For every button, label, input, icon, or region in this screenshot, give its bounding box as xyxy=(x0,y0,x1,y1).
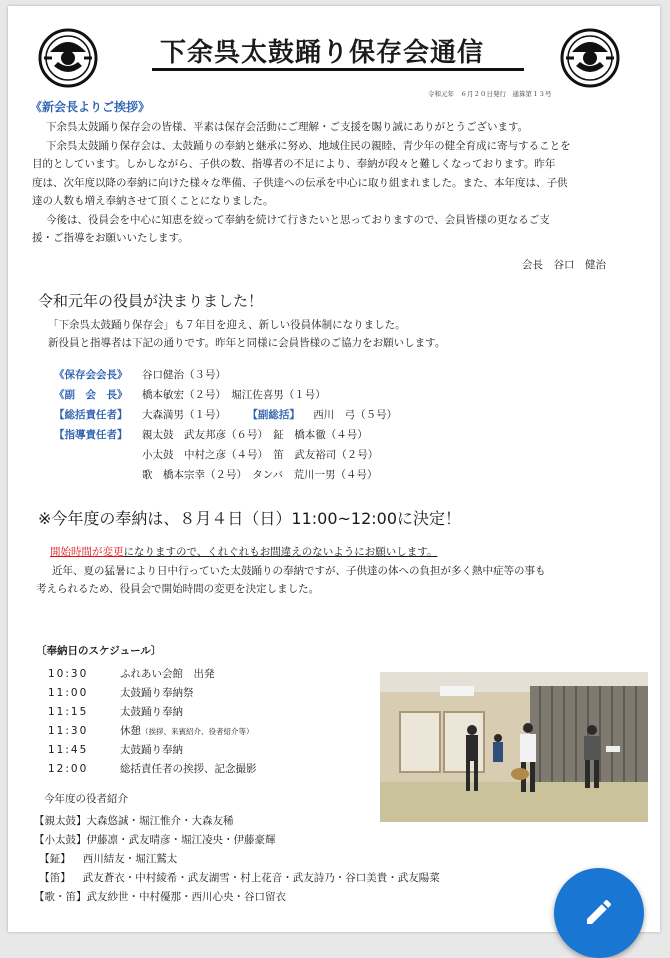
officers-heading: 令和元年の役員が決まりました！ xyxy=(38,292,264,310)
schedule-time: 11:45 xyxy=(48,744,89,756)
performer-names: 武友紗世・中村優那・西川心央・谷口留衣 xyxy=(86,891,286,903)
performer-names: 西川結友・堀江鷲太 xyxy=(82,853,178,865)
performer-part: 【親太鼓】 xyxy=(34,815,87,827)
subgeneral-names: 西川 弓（５号） xyxy=(313,409,398,421)
greeting-line: 度は、次年度以降の奉納に向けた様々な準備、子供達への伝承を中心に取り組まれました。また、本年度は、子供 xyxy=(32,176,568,189)
greeting-line: 下余呉太鼓踊り保存会は、太鼓踊りの奉納と継承に努め、地域住民の親睦、青少年の健全育成に寄与することを xyxy=(46,139,571,152)
schedule-row xyxy=(48,761,257,776)
notice-rest: になりますので、くれぐれもお間違えのないようにお願いします。 xyxy=(123,546,438,558)
performer-row xyxy=(34,888,286,906)
greeting-heading: 《新会長よりご挨拶》 xyxy=(30,100,151,114)
instructor-line-1: 親太鼓 武友邦彦（６号） 鉦 橋本徹（４号） xyxy=(142,429,368,441)
schedule-time: 11:00 xyxy=(48,687,89,699)
officers-intro-2: 新役員と指導者は下記の通りです。昨年と同様に会員皆様のご協力をお願いします。 xyxy=(48,337,446,349)
title-underline xyxy=(152,68,524,71)
performer-row xyxy=(34,869,440,887)
greeting-line: 目的としています。しかしながら、子供の数、指導者の不足により、奉納が段々と難しくなっております。昨年 xyxy=(32,158,556,170)
performer-row xyxy=(34,812,234,830)
schedule-row xyxy=(48,723,254,738)
schedule-row xyxy=(48,704,183,719)
announcement-notice xyxy=(50,543,437,561)
role-chair: 《保存会会長》 xyxy=(54,369,128,381)
schedule-event: 休憩 xyxy=(120,725,141,737)
schedule-row xyxy=(48,666,215,681)
schedule-time: 11:30 xyxy=(48,725,89,737)
officer-row-general xyxy=(54,406,397,424)
performer-part: 【笛】 xyxy=(34,872,71,884)
pencil-edit-icon xyxy=(583,896,615,928)
issue-info: 令和元年 ６月２０日発行 通算第１３号 xyxy=(428,90,552,98)
performer-part: 【小太鼓】 xyxy=(34,834,87,846)
schedule-time: 10:30 xyxy=(48,668,89,680)
performers-heading: 今年度の役者紹介 xyxy=(44,793,128,805)
chair-names: 谷口健治（３号） xyxy=(142,369,226,381)
edit-fab-button[interactable] xyxy=(554,868,644,958)
schedule-event: 太鼓踊り奉納 xyxy=(120,744,183,756)
role-instructor: 【指導責任者】 xyxy=(54,429,128,441)
role-vice: 《副 会 長》 xyxy=(54,389,128,401)
officer-row-chair xyxy=(54,366,226,384)
right-taiko-emblem-icon xyxy=(560,28,620,88)
general-names: 大森満男（１号） xyxy=(142,409,226,421)
schedule-time: 12:00 xyxy=(48,763,89,775)
vice-names: 橋本敏宏（２号） 堀江佐喜男（１号） xyxy=(142,389,326,401)
announcement-body-1: 近年、夏の猛暑により日中行っていた太鼓踊りの奉納ですが、子供達の体への負担が多く熱中症等の事も xyxy=(52,565,546,577)
performer-row xyxy=(34,831,276,849)
performer-part: 【歌・笛】 xyxy=(34,891,87,903)
newsletter-title: 下余呉太鼓踊り保存会通信 xyxy=(160,38,485,68)
schedule-event: 太鼓踊り奉納祭 xyxy=(120,687,194,699)
performer-row xyxy=(34,850,177,868)
officer-row-vice xyxy=(54,386,326,404)
performer-names: 大森悠誠・堀江惟介・大森友稀 xyxy=(86,815,234,827)
performer-names: 武友蒼衣・中村綾希・武友湖雪・村上花音・武友詩乃・谷口美貴・武友陽菜 xyxy=(82,872,440,884)
notice-highlight: 開始時間が変更 xyxy=(50,546,124,558)
performer-part: 【鉦】 xyxy=(34,853,71,865)
greeting-line: 下余呉太鼓踊り保存会の皆様、平素は保存会活動にご理解・ご支援を賜り誠にありがとうございます。 xyxy=(46,121,529,133)
performer-names: 伊藤凛・武友晴彦・堀江凌央・伊藤豪輝 xyxy=(86,834,276,846)
announcement-heading: ※今年度の奉納は、８月４日（日）11:00~12:00に決定！ xyxy=(38,509,462,528)
role-general: 【総括責任者】 xyxy=(54,409,128,421)
schedule-event: 総括責任者の挨拶、記念撮影 xyxy=(120,763,257,775)
greeting-line: 達の人数も増え奉納させて頂くことになりました。 xyxy=(32,195,274,207)
schedule-row xyxy=(48,742,183,757)
greeting-line: 援・ご指導をお願いいたします。 xyxy=(32,232,189,244)
instructor-line-3: 歌 橋本宗幸（２号） タンバ 荒川一男（４号） xyxy=(142,469,378,481)
schedule-time: 11:15 xyxy=(48,706,89,718)
left-taiko-emblem-icon xyxy=(38,28,98,88)
officer-row-instructor xyxy=(54,426,368,444)
newsletter-page xyxy=(8,6,660,932)
schedule-row xyxy=(48,685,194,700)
schedule-event: 太鼓踊り奉納 xyxy=(120,706,183,718)
schedule-heading: 〔奉納日のスケジュール〕 xyxy=(36,645,162,657)
schedule-note: （挨拶、来賓紹介、役者紹介等） xyxy=(141,727,254,736)
role-subgeneral: 【副総括】 xyxy=(247,409,300,421)
officers-intro-1: 「下余呉太鼓踊り保存会」も７年目を迎え、新しい役員体制になりました。 xyxy=(48,319,406,331)
instructor-line-2: 小太鼓 中村之彦（４号） 笛 武友裕司（２号） xyxy=(142,449,379,461)
greeting-signature: 会長 谷口 健治 xyxy=(522,259,606,271)
schedule-event: ふれあい会館 出発 xyxy=(120,668,215,680)
practice-photo xyxy=(380,672,648,822)
greeting-body xyxy=(32,118,642,248)
greeting-line: 今後は、役員会を中心に知恵を絞って奉納を続けて行きたいと思っておりますので、会員皆様の更なるご支 xyxy=(46,213,550,226)
announcement-body-2: 考えられるため、役員会で開始時間の変更を決定しました。 xyxy=(36,583,320,595)
